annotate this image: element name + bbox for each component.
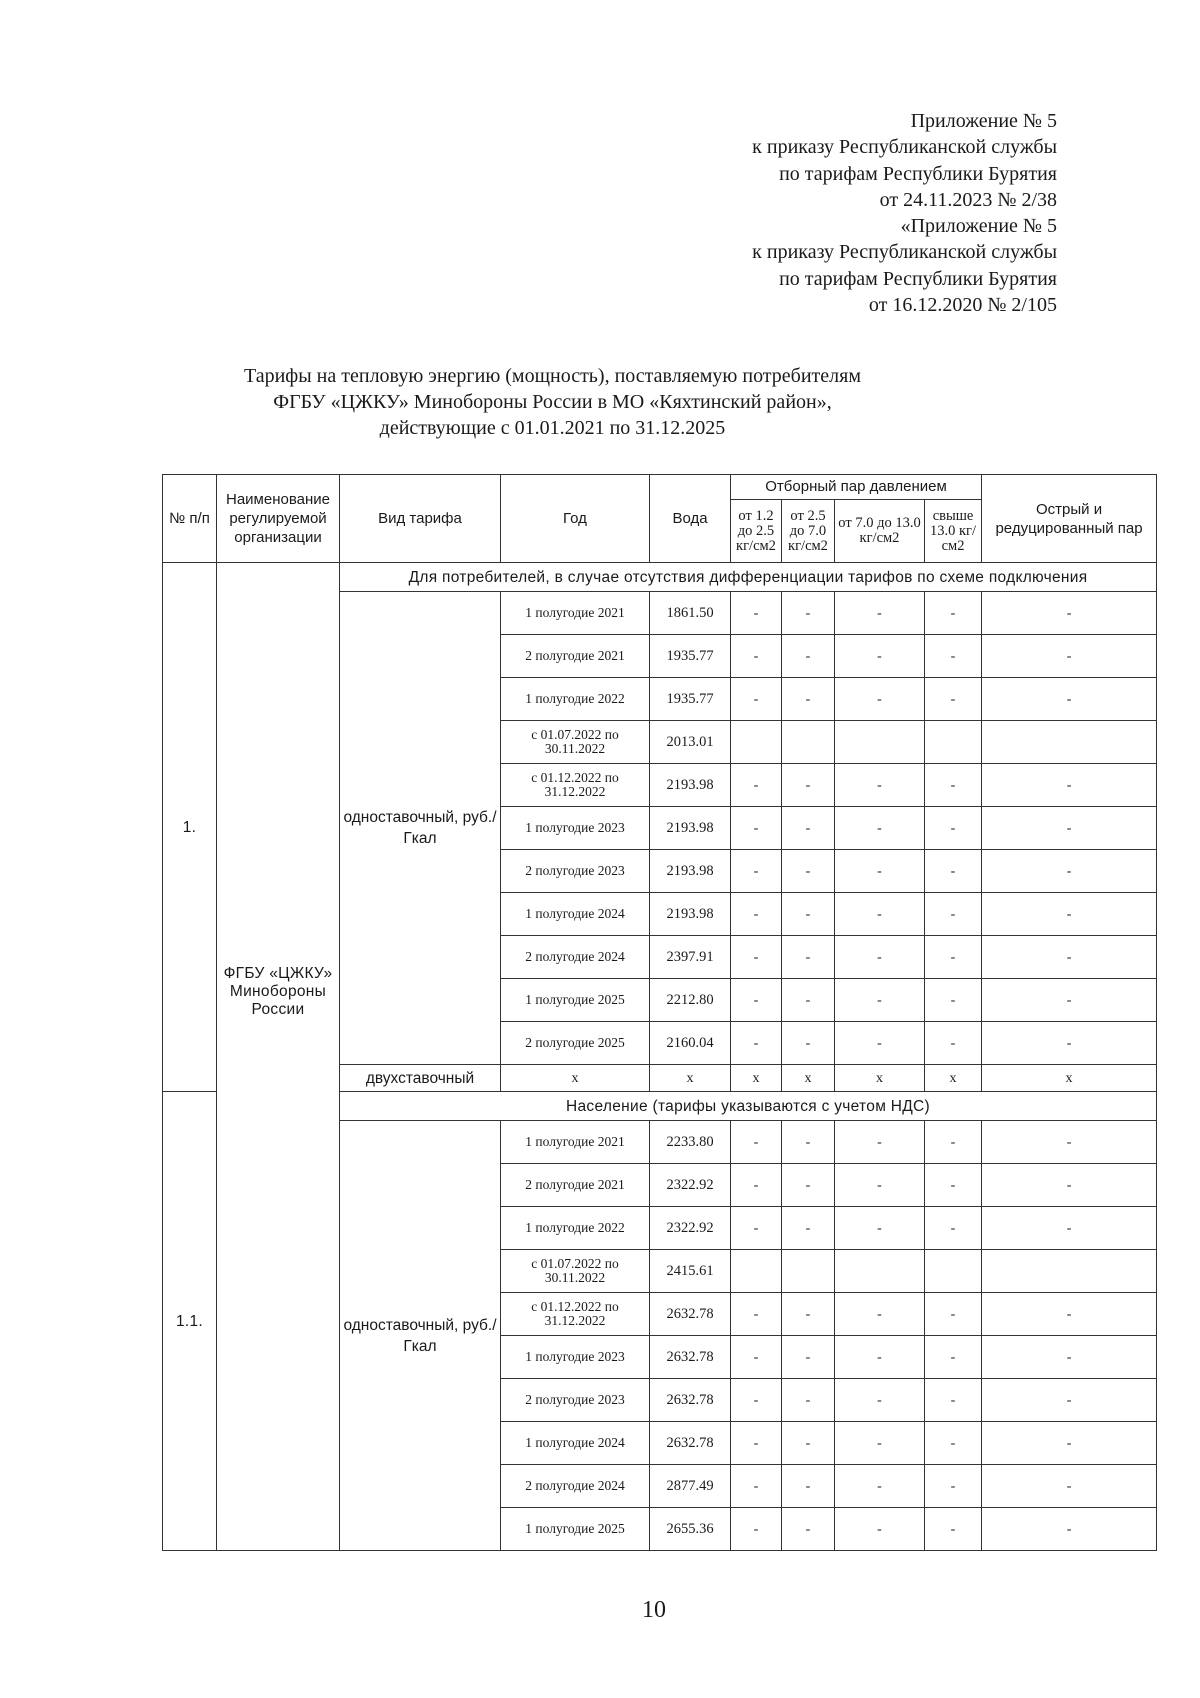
steam-tariff-sharp: - (982, 936, 1157, 979)
water-tariff: 2322.92 (650, 1164, 731, 1207)
water-tariff: 2632.78 (650, 1293, 731, 1336)
steam-tariff-s4: - (925, 635, 982, 678)
steam-tariff-s4: - (925, 1022, 982, 1065)
header-sharp-steam: Острый и редуцированный пар (982, 475, 1157, 563)
steam-tariff-s1: - (731, 1207, 782, 1250)
water-tariff: 2193.98 (650, 893, 731, 936)
steam-tariff-s4: - (925, 1293, 982, 1336)
appendix-line: к приказу Республиканской службы (752, 241, 1057, 264)
water-tariff: 2632.78 (650, 1422, 731, 1465)
steam-tariff-s2: - (782, 592, 835, 635)
water-tariff: 2632.78 (650, 1379, 731, 1422)
period-cell: с 01.12.2022 по 31.12.2022 (501, 1293, 650, 1336)
steam-tariff-s4: - (925, 1336, 982, 1379)
appendix-line: от 16.12.2020 № 2/105 (868, 294, 1057, 317)
steam-tariff-s2: - (782, 1293, 835, 1336)
steam-tariff-s3 (835, 721, 925, 764)
section-title: Население (тарифы указываются с учетом НДС) (340, 1092, 1157, 1121)
steam-tariff-s2: - (782, 979, 835, 1022)
steam-tariff-s4: - (925, 1207, 982, 1250)
header-steam-3: от 7.0 до 13.0 кг/см2 (835, 500, 925, 563)
steam-tariff-s4: - (925, 936, 982, 979)
steam-tariff-s1: - (731, 807, 782, 850)
steam-tariff-sharp (982, 721, 1157, 764)
steam-tariff-sharp: - (982, 1465, 1157, 1508)
header-organization: Наименование регулируемой организации (217, 475, 340, 563)
steam-tariff-s3: - (835, 1465, 925, 1508)
steam-tariff-sharp: - (982, 1422, 1157, 1465)
steam-tariff-s3: - (835, 1164, 925, 1207)
header-steam-group: Отборный пар давлением (731, 475, 982, 500)
water-tariff: 2322.92 (650, 1207, 731, 1250)
section-number: 1.1. (163, 1092, 217, 1551)
steam-tariff-s3: - (835, 936, 925, 979)
steam-tariff-s2: - (782, 635, 835, 678)
steam-tariff-s2 (782, 1250, 835, 1293)
two-rate-value: х (501, 1065, 650, 1092)
steam-tariff-sharp: - (982, 807, 1157, 850)
header-steam-4: свыше 13.0 кг/см2 (925, 500, 982, 563)
steam-tariff-s1: - (731, 979, 782, 1022)
steam-tariff-s1: - (731, 1121, 782, 1164)
period-cell: 1 полугодие 2021 (501, 1121, 650, 1164)
steam-tariff-s3: - (835, 764, 925, 807)
header-num: № п/п (163, 475, 217, 563)
water-tariff: 2193.98 (650, 764, 731, 807)
steam-tariff-s4: - (925, 1164, 982, 1207)
period-cell: 2 полугодие 2021 (501, 635, 650, 678)
period-cell: с 01.07.2022 по 30.11.2022 (501, 721, 650, 764)
organization-name: ФГБУ «ЦЖКУ» Минобороны России (217, 563, 340, 1551)
steam-tariff-sharp: - (982, 1336, 1157, 1379)
steam-tariff-sharp: - (982, 979, 1157, 1022)
steam-tariff-s3: - (835, 1379, 925, 1422)
water-tariff: 1935.77 (650, 678, 731, 721)
period-cell: 1 полугодие 2023 (501, 1336, 650, 1379)
steam-tariff-s2: - (782, 807, 835, 850)
appendix-line: «Приложение № 5 (900, 215, 1057, 238)
steam-tariff-s3: - (835, 807, 925, 850)
steam-tariff-s4: - (925, 764, 982, 807)
water-tariff: 2160.04 (650, 1022, 731, 1065)
steam-tariff-s4: - (925, 678, 982, 721)
period-cell: 1 полугодие 2023 (501, 807, 650, 850)
title-line: Тарифы на тепловую энергию (мощность), поставляемую потребителям (243, 365, 861, 387)
steam-tariff-sharp: - (982, 1121, 1157, 1164)
steam-tariff-s3: - (835, 592, 925, 635)
period-cell: 1 полугодие 2022 (501, 1207, 650, 1250)
period-cell: 2 полугодие 2025 (501, 1022, 650, 1065)
steam-tariff-s1: - (731, 1022, 782, 1065)
steam-tariff-s3: - (835, 1207, 925, 1250)
page-number: 10 (642, 1597, 666, 1623)
two-rate-value: х (731, 1065, 782, 1092)
water-tariff: 2193.98 (650, 850, 731, 893)
steam-tariff-s4: - (925, 1465, 982, 1508)
steam-tariff-s4: - (925, 1508, 982, 1551)
steam-tariff-s4: - (925, 592, 982, 635)
header-tariff-type: Вид тарифа (340, 475, 501, 563)
steam-tariff-s4: - (925, 893, 982, 936)
appendix-line: по тарифам Республики Бурятия (779, 162, 1057, 185)
steam-tariff-s4: - (925, 1121, 982, 1164)
title-line: действующие с 01.01.2021 по 31.12.2025 (379, 417, 726, 439)
water-tariff: 2877.49 (650, 1465, 731, 1508)
section-title: Для потребителей, в случае отсутствия дифференциации тарифов по схеме подключения (340, 563, 1157, 592)
steam-tariff-s1 (731, 1250, 782, 1293)
steam-tariff-s1: - (731, 1465, 782, 1508)
period-cell: 2 полугодие 2023 (501, 1379, 650, 1422)
steam-tariff-s3: - (835, 1293, 925, 1336)
steam-tariff-s1 (731, 721, 782, 764)
steam-tariff-s2: - (782, 1121, 835, 1164)
steam-tariff-s4: - (925, 850, 982, 893)
steam-tariff-s1: - (731, 1293, 782, 1336)
steam-tariff-s4: - (925, 807, 982, 850)
period-cell: с 01.07.2022 по 30.11.2022 (501, 1250, 650, 1293)
period-cell: 1 полугодие 2025 (501, 979, 650, 1022)
steam-tariff-sharp: - (982, 635, 1157, 678)
steam-tariff-s3: - (835, 1422, 925, 1465)
steam-tariff-sharp: - (982, 678, 1157, 721)
steam-tariff-sharp: - (982, 1293, 1157, 1336)
steam-tariff-s1: - (731, 764, 782, 807)
tariff-type-single: одноставочный, руб./Гкал (340, 592, 501, 1065)
steam-tariff-s1: - (731, 850, 782, 893)
steam-tariff-s2: - (782, 764, 835, 807)
steam-tariff-s1: - (731, 1508, 782, 1551)
period-cell: 1 полугодие 2024 (501, 1422, 650, 1465)
steam-tariff-s3: - (835, 1336, 925, 1379)
steam-tariff-s3: - (835, 1022, 925, 1065)
water-tariff: 2655.36 (650, 1508, 731, 1551)
steam-tariff-sharp: - (982, 1207, 1157, 1250)
appendix-line: от 24.11.2023 № 2/38 (879, 188, 1057, 211)
steam-tariff-s2: - (782, 936, 835, 979)
section-number: 1. (163, 563, 217, 1092)
steam-tariff-s4 (925, 1250, 982, 1293)
steam-tariff-s1: - (731, 1379, 782, 1422)
water-tariff: 2193.98 (650, 807, 731, 850)
steam-tariff-s3: - (835, 678, 925, 721)
steam-tariff-s4: - (925, 1379, 982, 1422)
water-tariff: 2632.78 (650, 1336, 731, 1379)
header-steam-2: от 2.5 до 7.0 кг/см2 (782, 500, 835, 563)
steam-tariff-s1: - (731, 1422, 782, 1465)
water-tariff: 2233.80 (650, 1121, 731, 1164)
steam-tariff-s2: - (782, 1207, 835, 1250)
steam-tariff-sharp: - (982, 1164, 1157, 1207)
steam-tariff-s3: - (835, 850, 925, 893)
steam-tariff-s2: - (782, 1022, 835, 1065)
water-tariff: 2397.91 (650, 936, 731, 979)
appendix-line: Приложение № 5 (910, 110, 1057, 132)
steam-tariff-s3: - (835, 1121, 925, 1164)
steam-tariff-s2: - (782, 1465, 835, 1508)
steam-tariff-s3: - (835, 635, 925, 678)
steam-tariff-s2: - (782, 1508, 835, 1551)
steam-tariff-s3: - (835, 893, 925, 936)
tariff-type-single: одноставочный, руб./Гкал (340, 1121, 501, 1551)
water-tariff: 2212.80 (650, 979, 731, 1022)
steam-tariff-s1: - (731, 893, 782, 936)
header-water: Вода (650, 475, 731, 563)
steam-tariff-s2: - (782, 1164, 835, 1207)
period-cell: 2 полугодие 2021 (501, 1164, 650, 1207)
two-rate-value: х (782, 1065, 835, 1092)
steam-tariff-s2: - (782, 893, 835, 936)
water-tariff: 1861.50 (650, 592, 731, 635)
header-steam-1: от 1.2 до 2.5 кг/см2 (731, 500, 782, 563)
steam-tariff-s2: - (782, 678, 835, 721)
steam-tariff-s3 (835, 1250, 925, 1293)
two-rate-value: х (982, 1065, 1157, 1092)
steam-tariff-s1: - (731, 635, 782, 678)
document-title (0, 363, 1105, 441)
steam-tariff-sharp: - (982, 1022, 1157, 1065)
steam-tariff-s1: - (731, 1336, 782, 1379)
steam-tariff-sharp: - (982, 1379, 1157, 1422)
table-body (163, 563, 1157, 1551)
steam-tariff-s1: - (731, 1164, 782, 1207)
appendix-header (752, 108, 1057, 318)
steam-tariff-s2: - (782, 1336, 835, 1379)
water-tariff: 1935.77 (650, 635, 731, 678)
steam-tariff-sharp: - (982, 893, 1157, 936)
steam-tariff-s2: - (782, 1422, 835, 1465)
steam-tariff-s3: - (835, 979, 925, 1022)
two-rate-value: х (835, 1065, 925, 1092)
header-year: Год (501, 475, 650, 563)
period-cell: 2 полугодие 2024 (501, 936, 650, 979)
steam-tariff-sharp: - (982, 850, 1157, 893)
water-tariff: 2415.61 (650, 1250, 731, 1293)
period-cell: 1 полугодие 2025 (501, 1508, 650, 1551)
steam-tariff-s4: - (925, 1422, 982, 1465)
period-cell: с 01.12.2022 по 31.12.2022 (501, 764, 650, 807)
two-rate-value: х (925, 1065, 982, 1092)
period-cell: 2 полугодие 2023 (501, 850, 650, 893)
period-cell: 2 полугодие 2024 (501, 1465, 650, 1508)
steam-tariff-s3: - (835, 1508, 925, 1551)
appendix-line: к приказу Республиканской службы (752, 136, 1057, 159)
period-cell: 1 полугодие 2021 (501, 592, 650, 635)
steam-tariff-sharp: - (982, 592, 1157, 635)
period-cell: 1 полугодие 2022 (501, 678, 650, 721)
tariff-table (162, 474, 1157, 1551)
steam-tariff-s1: - (731, 936, 782, 979)
steam-tariff-s4 (925, 721, 982, 764)
tariff-type-two-rate: двухставочный (340, 1065, 501, 1092)
section-header-row (163, 563, 1157, 592)
steam-tariff-s1: - (731, 678, 782, 721)
steam-tariff-s4: - (925, 979, 982, 1022)
steam-tariff-sharp: - (982, 764, 1157, 807)
period-cell: 1 полугодие 2024 (501, 893, 650, 936)
appendix-line: по тарифам Республики Бурятия (779, 267, 1057, 290)
steam-tariff-sharp (982, 1250, 1157, 1293)
water-tariff: 2013.01 (650, 721, 731, 764)
two-rate-value: х (650, 1065, 731, 1092)
steam-tariff-s1: - (731, 592, 782, 635)
steam-tariff-sharp: - (982, 1508, 1157, 1551)
steam-tariff-s2: - (782, 850, 835, 893)
steam-tariff-s2: - (782, 1379, 835, 1422)
steam-tariff-s2 (782, 721, 835, 764)
title-line: ФГБУ «ЦЖКУ» Минобороны России в МО «Кяхтинский район», (273, 391, 832, 413)
